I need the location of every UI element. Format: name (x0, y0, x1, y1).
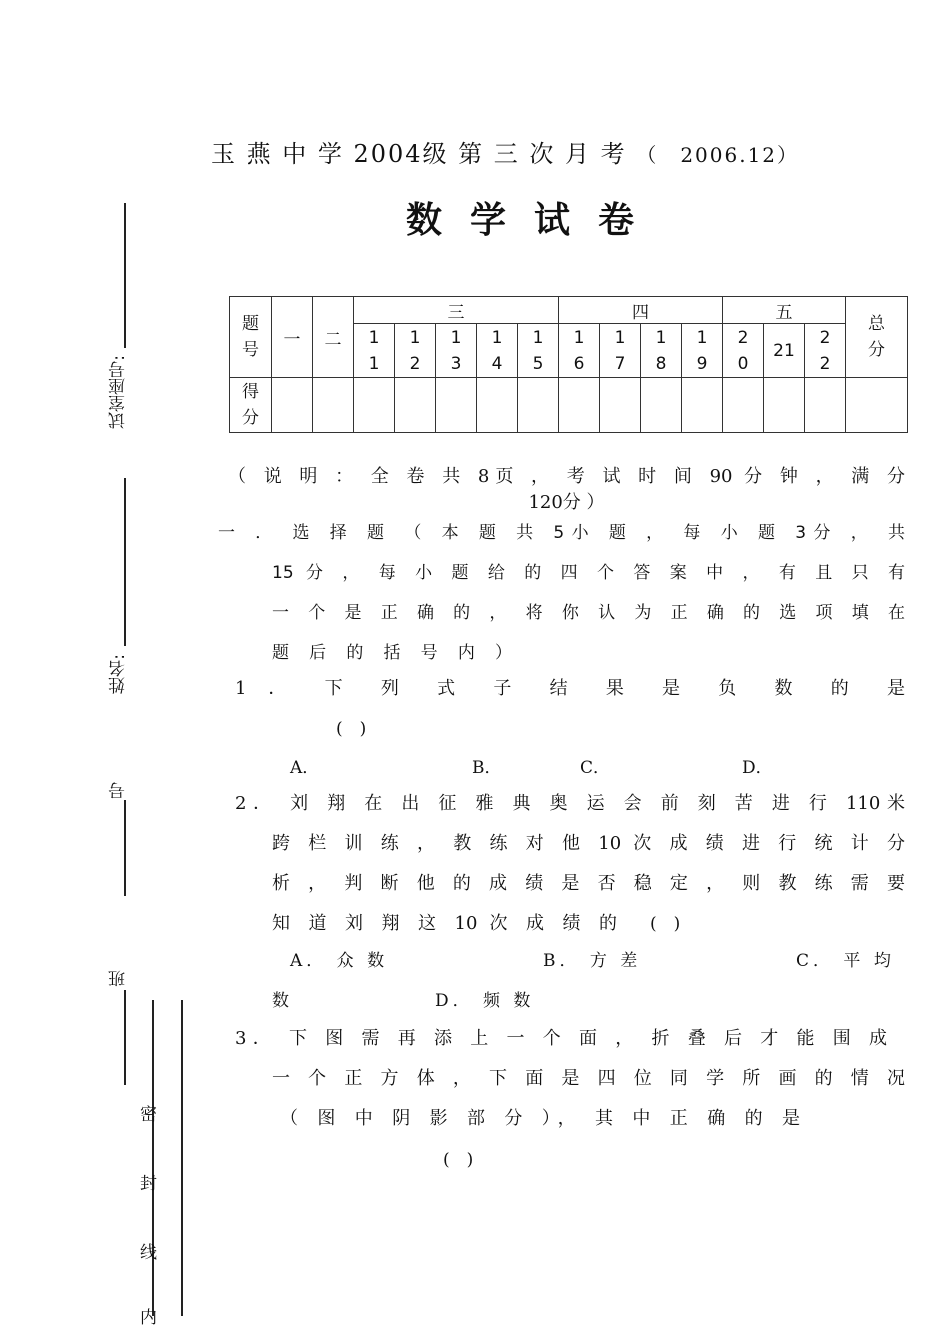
q11-header: 1 1 (354, 324, 395, 378)
question-1-option-d[interactable]: D． (742, 758, 773, 778)
q20-header: 2 0 (723, 324, 764, 378)
score-cell[interactable] (600, 378, 641, 433)
score-row-label: 得 分 (230, 378, 272, 433)
q13-header: 1 3 (436, 324, 477, 378)
score-cell[interactable] (805, 378, 846, 433)
question-1-stem: 1 ． 下 列 式 子 结 果 是 负 数 的 是 (235, 678, 905, 699)
score-row (230, 378, 908, 433)
question-3-bracket[interactable]: ( ) (443, 1150, 474, 1170)
question-2-option-a[interactable]: A． 众 数 (290, 951, 389, 971)
question-2-option-c[interactable]: C． 平 均 (796, 951, 895, 971)
seal-char-nei: 内 (140, 1308, 157, 1328)
section-two-header: 二 (313, 297, 354, 378)
class-rule (124, 990, 126, 1085)
q17-header: 1 7 (600, 324, 641, 378)
seat-rule (124, 203, 126, 348)
section-one-heading-3: 一 个 是 正 确 的 ， 将 你 认 为 正 确 的 选 项 填 在 (272, 603, 905, 623)
name-rule (124, 478, 126, 646)
question-no-header: 题 号 (230, 297, 272, 378)
score-cell[interactable] (518, 378, 559, 433)
q22-header: 2 2 (805, 324, 846, 378)
school-line: 玉 燕 中 学 2004级 第 三 次 月 考 (210, 140, 627, 168)
score-cell[interactable] (641, 378, 682, 433)
total-header: 总 分 (846, 297, 908, 378)
score-cell[interactable] (477, 378, 518, 433)
question-1-bracket[interactable]: ( ) (336, 719, 367, 739)
section-one-header: 一 (272, 297, 313, 378)
q21-header: 21 (764, 324, 805, 378)
instructions-line-2: 120分 ） (528, 492, 605, 513)
document-title: 数学试卷 (405, 200, 662, 241)
table-header-row (230, 297, 908, 324)
question-2-option-b[interactable]: B． 方 差 (543, 951, 642, 971)
q15-header: 1 5 (518, 324, 559, 378)
score-cell[interactable] (436, 378, 477, 433)
q14-header: 1 4 (477, 324, 518, 378)
question-1-option-a[interactable]: A． (290, 758, 320, 778)
question-3-stem-3: （ 图 中 阴 影 部 分 ）， 其 中 正 确 的 是 (280, 1108, 800, 1129)
question-2-option-c-cont: 数 (272, 991, 289, 1011)
score-table (229, 296, 908, 433)
section-four-header: 四 (559, 297, 723, 324)
seal-rule-outer (181, 1000, 183, 1316)
score-cell[interactable] (313, 378, 354, 433)
class-label[interactable]: 班 (109, 970, 129, 987)
question-2-stem-2: 跨 栏 训 练 ， 教 练 对 他 10 次 成 绩 进 行 统 计 分 (272, 833, 905, 854)
exam-date: （ 2006.12） (636, 143, 800, 167)
number-rule (124, 800, 126, 896)
section-one-heading: 一 ． 选 择 题 （ 本 题 共 5小 题 ， 每 小 题 3分 ， 共 (218, 523, 905, 543)
question-1-option-c[interactable]: C． (580, 758, 611, 778)
section-one-heading-2: 15 分 ， 每 小 题 给 的 四 个 答 案 中 ， 有 且 只 有 (272, 563, 905, 583)
exam-header (0, 134, 950, 169)
question-3-stem-2: 一 个 正 方 体 ， 下 面 是 四 位 同 学 所 画 的 情 况 (272, 1068, 905, 1089)
score-cell[interactable] (272, 378, 313, 433)
question-2-stem-3: 析 ， 判 断 他 的 成 绩 是 否 稳 定 ， 则 教 练 需 要 (272, 873, 905, 894)
seat-label[interactable]: 试室座号: (109, 355, 129, 429)
number-label[interactable]: 号 (109, 782, 129, 799)
seal-char-mi: 密 (140, 1105, 157, 1125)
question-2-stem-4: 知 道 刘 翔 这 10 次 成 绩 的 (272, 913, 617, 934)
q12-header: 1 2 (395, 324, 436, 378)
section-five-header: 五 (723, 297, 846, 324)
instructions-line-1: （ 说 明 ： 全 卷 共 8页 ， 考 试 时 间 90 分 钟 ， 满 分 (228, 466, 905, 487)
seal-char-feng: 封 (140, 1174, 157, 1194)
score-cell[interactable] (723, 378, 764, 433)
q19-header: 1 9 (682, 324, 723, 378)
total-score-cell[interactable] (846, 378, 908, 433)
score-cell[interactable] (354, 378, 395, 433)
question-3-stem-1: 3． 下 图 需 再 添 上 一 个 面 ， 折 叠 后 才 能 围 成 (235, 1028, 887, 1049)
question-2-stem-1: 2． 刘 翔 在 出 征 雅 典 奥 运 会 前 刻 苦 进 行 110米 (235, 793, 905, 814)
score-cell[interactable] (559, 378, 600, 433)
q18-header: 1 8 (641, 324, 682, 378)
question-1-option-b[interactable]: B． (472, 758, 502, 778)
score-cell[interactable] (682, 378, 723, 433)
question-2-option-d[interactable]: D． 频 数 (435, 991, 535, 1011)
q16-header: 1 6 (559, 324, 600, 378)
score-cell[interactable] (395, 378, 436, 433)
section-three-header: 三 (354, 297, 559, 324)
seal-rule-inner (152, 1000, 154, 1316)
name-label[interactable]: 姓名: (109, 654, 129, 694)
seal-char-xian: 线 (140, 1243, 157, 1263)
score-cell[interactable] (764, 378, 805, 433)
question-2-bracket[interactable]: ( ) (650, 914, 681, 934)
section-one-heading-4: 题 后 的 括 号 内 ） (272, 643, 512, 663)
